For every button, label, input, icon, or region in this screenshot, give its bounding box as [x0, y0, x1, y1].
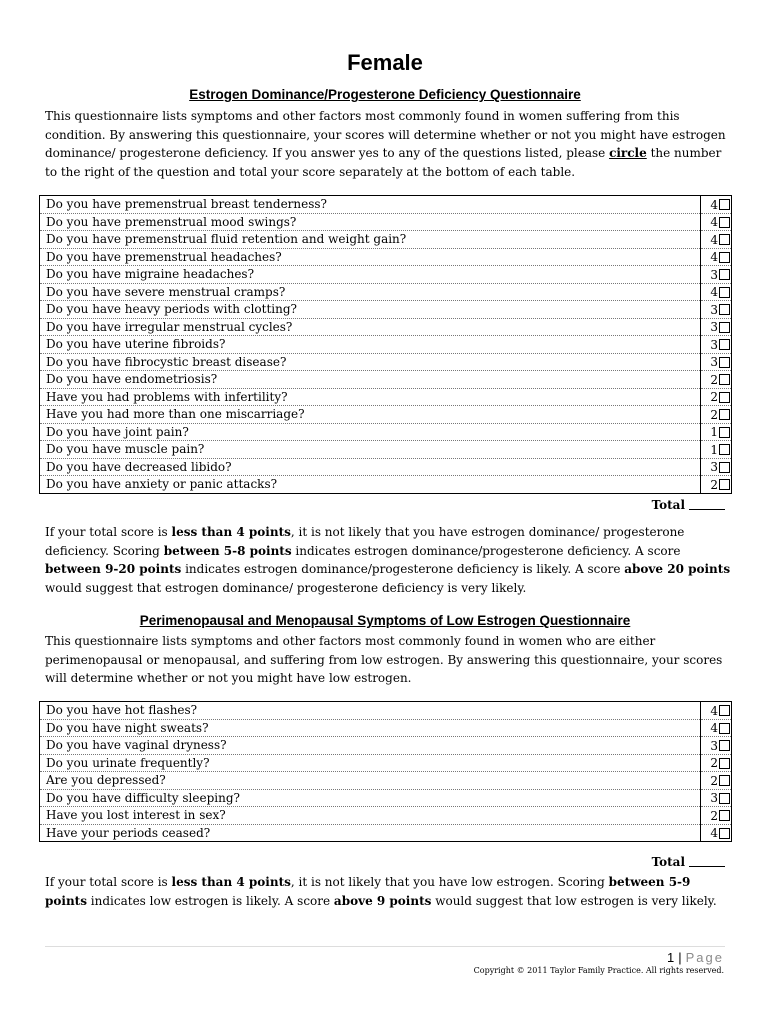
- question-row: [40, 772, 732, 790]
- question-score-cell: [701, 754, 732, 772]
- question-row: [40, 423, 732, 441]
- section1-result: [45, 523, 735, 597]
- question-score-cell: [701, 231, 732, 249]
- checkbox-icon[interactable]: [719, 374, 730, 385]
- page-title: Female: [347, 50, 423, 75]
- question-points[interactable]: 3: [710, 738, 718, 753]
- result-emphasis: above 9 points: [333, 893, 432, 908]
- page-separator: |: [678, 950, 682, 965]
- question-points[interactable]: 1: [710, 442, 718, 457]
- question-text: Do you have irregular menstrual cycles?: [46, 319, 293, 334]
- circle-emphasis: circle: [609, 146, 647, 160]
- question-row: [40, 702, 732, 720]
- total-label: Total: [651, 498, 685, 512]
- question-row: [40, 807, 732, 825]
- question-row: [40, 318, 732, 336]
- question-points[interactable]: 3: [710, 267, 718, 282]
- result-emphasis: between 9-20 points: [45, 562, 182, 576]
- question-score-cell: [701, 824, 732, 842]
- checkbox-icon[interactable]: [719, 199, 730, 210]
- question-text: Have you had more than one miscarriage?: [46, 407, 305, 422]
- question-score-cell: [701, 772, 732, 790]
- question-row: [40, 196, 732, 214]
- question-points[interactable]: 4: [710, 250, 718, 264]
- question-score-cell: [701, 719, 732, 737]
- result-text: If your total score is: [45, 525, 172, 539]
- checkbox-icon[interactable]: [719, 217, 730, 228]
- question-row: [40, 266, 732, 284]
- question-score-cell: [701, 807, 732, 825]
- page-number-value: 1: [667, 950, 675, 965]
- total-score-field[interactable]: [689, 866, 725, 867]
- question-points[interactable]: 4: [710, 826, 718, 840]
- question-row: [40, 789, 732, 807]
- question-points[interactable]: 2: [710, 407, 718, 422]
- question-row: [40, 231, 732, 249]
- question-score-cell: [701, 353, 732, 371]
- question-points[interactable]: 3: [710, 320, 718, 334]
- question-text: Have your periods ceased?: [46, 825, 211, 840]
- checkbox-icon[interactable]: [719, 479, 730, 490]
- question-score-cell: [701, 318, 732, 336]
- section1-heading: Estrogen Dominance/Progesterone Deficiency Questionnaire: [189, 87, 581, 102]
- question-text: Do you have uterine fibroids?: [46, 337, 226, 352]
- question-text: Do you have anxiety or panic attacks?: [46, 477, 278, 492]
- checkbox-icon[interactable]: [719, 357, 730, 368]
- question-row: [40, 301, 732, 319]
- question-row: [40, 824, 732, 842]
- copyright: Copyright © 2011 Taylor Family Practice. All rights reserved.: [473, 966, 724, 975]
- checkbox-icon[interactable]: [719, 339, 730, 350]
- question-row: [40, 248, 732, 266]
- low-estrogen-table: [39, 701, 732, 842]
- question-text: Do you have premenstrual mood swings?: [46, 214, 297, 229]
- question-points[interactable]: 4: [710, 215, 718, 229]
- question-score-cell: [701, 737, 732, 755]
- checkbox-icon[interactable]: [719, 705, 730, 716]
- checkbox-icon[interactable]: [719, 462, 730, 473]
- result-emphasis: less than 4 points: [171, 525, 291, 539]
- checkbox-icon[interactable]: [719, 828, 730, 839]
- checkbox-icon[interactable]: [719, 392, 730, 403]
- question-text: Do you have decreased libido?: [46, 459, 232, 474]
- question-points[interactable]: 3: [710, 302, 718, 317]
- question-score-cell: [701, 458, 732, 476]
- question-score-cell: [701, 283, 732, 301]
- question-score-cell: [701, 371, 732, 389]
- result-text: indicates estrogen dominance/progesterone deficiency is likely. A score: [181, 562, 625, 576]
- result-emphasis: between 5-8 points: [163, 543, 292, 558]
- question-text: Do you have severe menstrual cramps?: [46, 284, 286, 299]
- question-text: Do you have migraine headaches?: [46, 267, 255, 282]
- question-text: Have you had problems with infertility?: [46, 389, 288, 404]
- question-text: Do you have fibrocystic breast disease?: [46, 354, 287, 369]
- result-emphasis: above 20 points: [624, 562, 731, 576]
- section1-intro-text-a: This questionnaire lists symptoms and other factors most commonly found in women suffering from this condition. By answering this questionnaire, your scores will determine whether or not you might have estrogen dominance/ progesterone deficiency. If you answer yes to any of the questions listed, please: [45, 109, 726, 160]
- checkbox-icon[interactable]: [719, 269, 730, 280]
- page-word: Page: [685, 950, 724, 965]
- question-row: [40, 476, 732, 494]
- question-text: Do you have night sweats?: [46, 720, 209, 735]
- question-row: [40, 737, 732, 755]
- section2-heading: Perimenopausal and Menopausal Symptoms of Low Estrogen Questionnaire: [139, 613, 631, 628]
- question-text: Do you have premenstrual headaches?: [46, 249, 282, 264]
- checkbox-icon[interactable]: [719, 304, 730, 315]
- question-row: [40, 371, 732, 389]
- question-row: [40, 388, 732, 406]
- question-score-cell: [701, 388, 732, 406]
- question-points[interactable]: 3: [710, 791, 718, 805]
- question-row: [40, 719, 732, 737]
- question-row: [40, 754, 732, 772]
- question-score-cell: [701, 213, 732, 231]
- question-text: Do you urinate frequently?: [46, 755, 210, 770]
- total-label: Total: [651, 855, 685, 869]
- question-text: Do you have premenstrual fluid retention and weight gain?: [46, 232, 407, 247]
- result-text: indicates low estrogen is likely. A score: [86, 893, 334, 908]
- question-points[interactable]: 2: [710, 390, 718, 404]
- question-score-cell: [701, 301, 732, 319]
- question-score-cell: [701, 248, 732, 266]
- question-text: Have you lost interest in sex?: [46, 808, 226, 823]
- result-text: If your total score is: [45, 875, 172, 889]
- checkbox-icon[interactable]: [719, 810, 730, 821]
- question-text: Do you have vaginal dryness?: [46, 738, 227, 753]
- result-text: would suggest that low estrogen is very likely.: [431, 893, 717, 908]
- question-text: Are you depressed?: [46, 773, 166, 788]
- question-row: [40, 213, 732, 231]
- checkbox-icon[interactable]: [719, 444, 730, 455]
- question-text: Do you have joint pain?: [46, 424, 189, 439]
- page-number: [667, 950, 724, 965]
- question-score-cell: [701, 441, 732, 459]
- result-text: , it is not likely that you have low estrogen. Scoring: [290, 875, 609, 889]
- question-points[interactable]: 2: [710, 477, 718, 492]
- question-points[interactable]: 4: [710, 285, 718, 299]
- result-text: would suggest that estrogen dominance/ progesterone deficiency is very likely.: [45, 580, 527, 595]
- question-row: [40, 283, 732, 301]
- section2-intro: This questionnaire lists symptoms and other factors most commonly found in women who are either perimenopausal or menopausal, and suffering from low estrogen. By answering this questionnaire, your scores will determine whether or not you might have low estrogen.: [45, 634, 723, 685]
- checkbox-icon[interactable]: [719, 793, 730, 804]
- total-score-field[interactable]: [689, 509, 725, 510]
- question-points[interactable]: 4: [710, 197, 718, 212]
- checkbox-icon[interactable]: [719, 758, 730, 769]
- question-row: [40, 353, 732, 371]
- question-score-cell: [701, 789, 732, 807]
- checkbox-icon[interactable]: [719, 252, 730, 263]
- checkbox-icon[interactable]: [719, 427, 730, 438]
- question-row: [40, 406, 732, 424]
- question-text: Do you have hot flashes?: [46, 703, 198, 718]
- question-score-cell: [701, 702, 732, 720]
- question-text: Do you have difficulty sleeping?: [46, 790, 240, 805]
- question-points[interactable]: 4: [710, 721, 718, 735]
- checkbox-icon[interactable]: [719, 775, 730, 786]
- question-text: Do you have muscle pain?: [46, 442, 205, 457]
- question-points[interactable]: 1: [710, 425, 718, 439]
- question-text: Do you have heavy periods with clotting?: [46, 302, 297, 317]
- question-text: Do you have premenstrual breast tenderness?: [46, 197, 327, 212]
- question-points[interactable]: 2: [710, 773, 718, 788]
- question-points[interactable]: 3: [710, 337, 718, 352]
- section1-intro: [45, 107, 735, 181]
- question-points[interactable]: 3: [710, 460, 718, 474]
- checkbox-icon[interactable]: [719, 287, 730, 298]
- section2-total: [652, 855, 725, 869]
- question-text: Do you have endometriosis?: [46, 372, 218, 387]
- result-emphasis: between 5-9 points: [45, 875, 691, 908]
- question-points[interactable]: 2: [710, 372, 718, 387]
- checkbox-icon[interactable]: [719, 740, 730, 751]
- checkbox-icon[interactable]: [719, 234, 730, 245]
- checkbox-icon[interactable]: [719, 723, 730, 734]
- result-text: indicates estrogen dominance/progesterone deficiency. A score: [291, 543, 681, 558]
- checkbox-icon[interactable]: [719, 322, 730, 333]
- question-score-cell: [701, 336, 732, 354]
- section1-intro-text-b: the number to the right of the question and total your score separately at the bottom of each table.: [45, 146, 722, 179]
- section2-result: [45, 873, 735, 910]
- question-score-cell: [701, 476, 732, 494]
- result-emphasis: less than 4 points: [171, 875, 291, 889]
- question-score-cell: [701, 406, 732, 424]
- question-row: [40, 336, 732, 354]
- question-row: [40, 441, 732, 459]
- question-row: [40, 458, 732, 476]
- question-points[interactable]: 4: [710, 232, 718, 247]
- question-points[interactable]: 2: [710, 808, 718, 823]
- checkbox-icon[interactable]: [719, 409, 730, 420]
- question-points[interactable]: 2: [710, 756, 718, 770]
- footer-divider: [45, 946, 725, 947]
- question-score-cell: [701, 423, 732, 441]
- estrogen-dominance-table: [39, 195, 732, 494]
- question-score-cell: [701, 196, 732, 214]
- result-text: , it is not likely that you have estrogen dominance/ progesterone deficiency. Scoring: [45, 525, 685, 558]
- section1-total: [652, 498, 725, 512]
- question-points[interactable]: 3: [710, 355, 718, 369]
- question-points[interactable]: 4: [710, 703, 718, 718]
- question-score-cell: [701, 266, 732, 284]
